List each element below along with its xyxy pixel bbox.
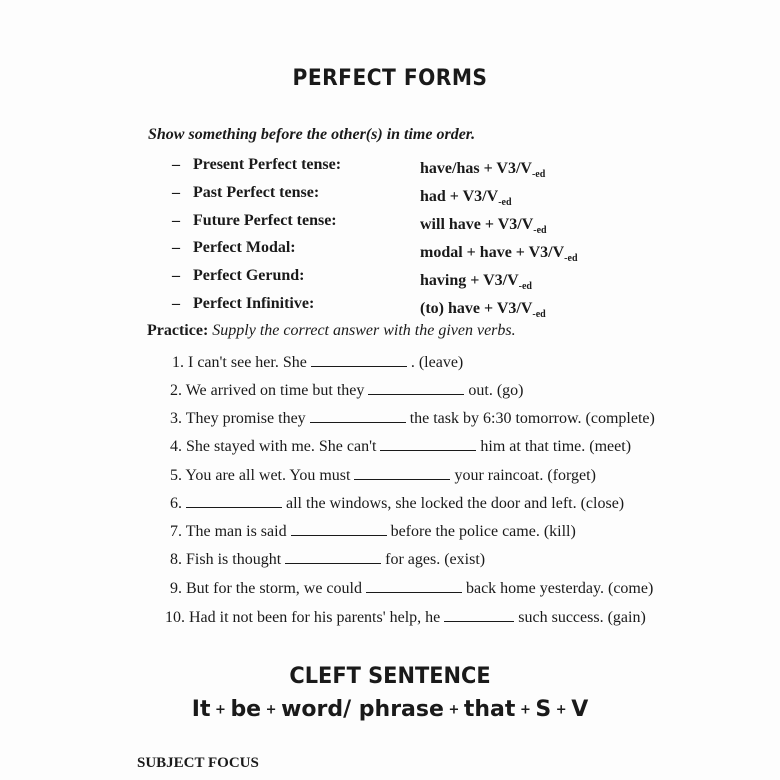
tense-formula: will have + $V3/V_{-ed}$	[420, 216, 547, 237]
exercise-hint: your raincoat. (forget)	[454, 467, 596, 484]
exercise-item	[170, 493, 624, 513]
pattern-part: that	[463, 697, 516, 722]
exercise-item	[172, 352, 463, 372]
plus-sign: +	[515, 702, 536, 718]
subject-focus-heading: SUBJECT FOCUS	[137, 755, 259, 771]
pattern-part: word/ phrase	[281, 697, 444, 722]
answer-blank[interactable]	[444, 607, 514, 622]
tense-dash: –	[172, 184, 180, 201]
tense-formula: modal + have + $V3/V_{-ed}$	[420, 244, 578, 265]
plus-sign: +	[210, 702, 231, 718]
exercise-item	[165, 607, 646, 627]
tense-name: Perfect Gerund:	[193, 267, 305, 284]
exercise-hint: all the windows, she locked the door and left. (close)	[286, 495, 625, 512]
plus-sign: +	[443, 702, 464, 718]
plus-sign: +	[551, 702, 572, 718]
practice-heading	[147, 322, 516, 340]
exercise-item	[170, 408, 655, 428]
cleft-pattern	[0, 697, 780, 722]
intro-text: Show something before the other(s) in time order.	[148, 126, 476, 143]
exercise-hint: such success. (gain)	[518, 609, 646, 626]
answer-blank[interactable]	[186, 493, 282, 508]
answer-blank[interactable]	[354, 465, 450, 480]
tense-name: Past Perfect tense:	[193, 184, 320, 201]
pattern-part: V	[571, 697, 589, 722]
answer-blank[interactable]	[366, 578, 462, 593]
exercise-prompt: 6.	[170, 495, 182, 512]
exercise-item	[170, 549, 485, 569]
plus-sign: +	[261, 702, 282, 718]
answer-blank[interactable]	[380, 436, 476, 451]
answer-blank[interactable]	[310, 408, 406, 423]
exercise-hint: him at that time. (meet)	[480, 438, 632, 455]
exercise-hint: the task by 6:30 tomorrow. (complete)	[409, 410, 655, 427]
exercise-prompt: 9. But for the storm, we could	[170, 580, 362, 597]
exercise-prompt: 1. I can't see her. She	[172, 354, 307, 371]
exercise-prompt: 2. We arrived on time but they	[170, 382, 365, 399]
exercise-prompt: 8. Fish is thought	[170, 551, 282, 568]
pattern-part: S	[535, 697, 552, 722]
exercise-hint: out. (go)	[468, 382, 524, 399]
exercise-item	[170, 465, 596, 485]
cleft-title: CLEFT SENTENCE	[289, 664, 491, 689]
tense-formula: having + $V3/V_{-ed}$	[420, 272, 532, 293]
pattern-part: It	[191, 697, 211, 722]
exercise-item	[170, 380, 523, 400]
tense-formula: (to) have + $V3/V_{-ed}$	[420, 300, 546, 321]
answer-blank[interactable]	[291, 521, 387, 536]
exercise-hint: for ages. (exist)	[385, 551, 486, 568]
exercise-hint: back home yesterday. (come)	[465, 580, 654, 597]
exercise-prompt: 4. She stayed with me. She can't	[170, 438, 377, 455]
tense-name: Future Perfect tense:	[193, 212, 337, 229]
exercise-item	[170, 521, 576, 541]
exercise-prompt: 7. The man is said	[170, 523, 287, 540]
exercise-prompt: 5. You are all wet. You must	[170, 467, 351, 484]
tense-name: Perfect Modal:	[193, 239, 296, 256]
answer-blank[interactable]	[311, 352, 407, 367]
tense-dash: –	[172, 212, 180, 229]
tense-dash: –	[172, 295, 180, 312]
tense-dash: –	[172, 267, 180, 284]
answer-blank[interactable]	[368, 380, 464, 395]
exercise-prompt: 10. Had it not been for his parents' help, he	[165, 609, 441, 626]
pattern-part: be	[230, 697, 262, 722]
exercise-hint: . (leave)	[410, 354, 464, 371]
tense-dash: –	[172, 156, 180, 173]
answer-blank[interactable]	[285, 549, 381, 564]
page-title: PERFECT FORMS	[292, 66, 488, 91]
tense-name: Perfect Infinitive:	[193, 295, 315, 312]
exercise-item	[170, 578, 653, 598]
exercise-prompt: 3. They promise they	[170, 410, 306, 427]
exercise-hint: before the police came. (kill)	[390, 523, 576, 540]
exercise-item	[170, 436, 631, 456]
tense-formula: had + $V3/V_{-ed}$	[420, 188, 512, 209]
tense-name: Present Perfect tense:	[193, 156, 342, 173]
tense-formula: have/has + $V3/V_{-ed}$	[420, 160, 546, 181]
practice-label: Practice:	[147, 322, 209, 339]
practice-instruction: Supply the correct answer with the given verbs.	[212, 322, 516, 339]
tense-dash: –	[172, 239, 180, 256]
